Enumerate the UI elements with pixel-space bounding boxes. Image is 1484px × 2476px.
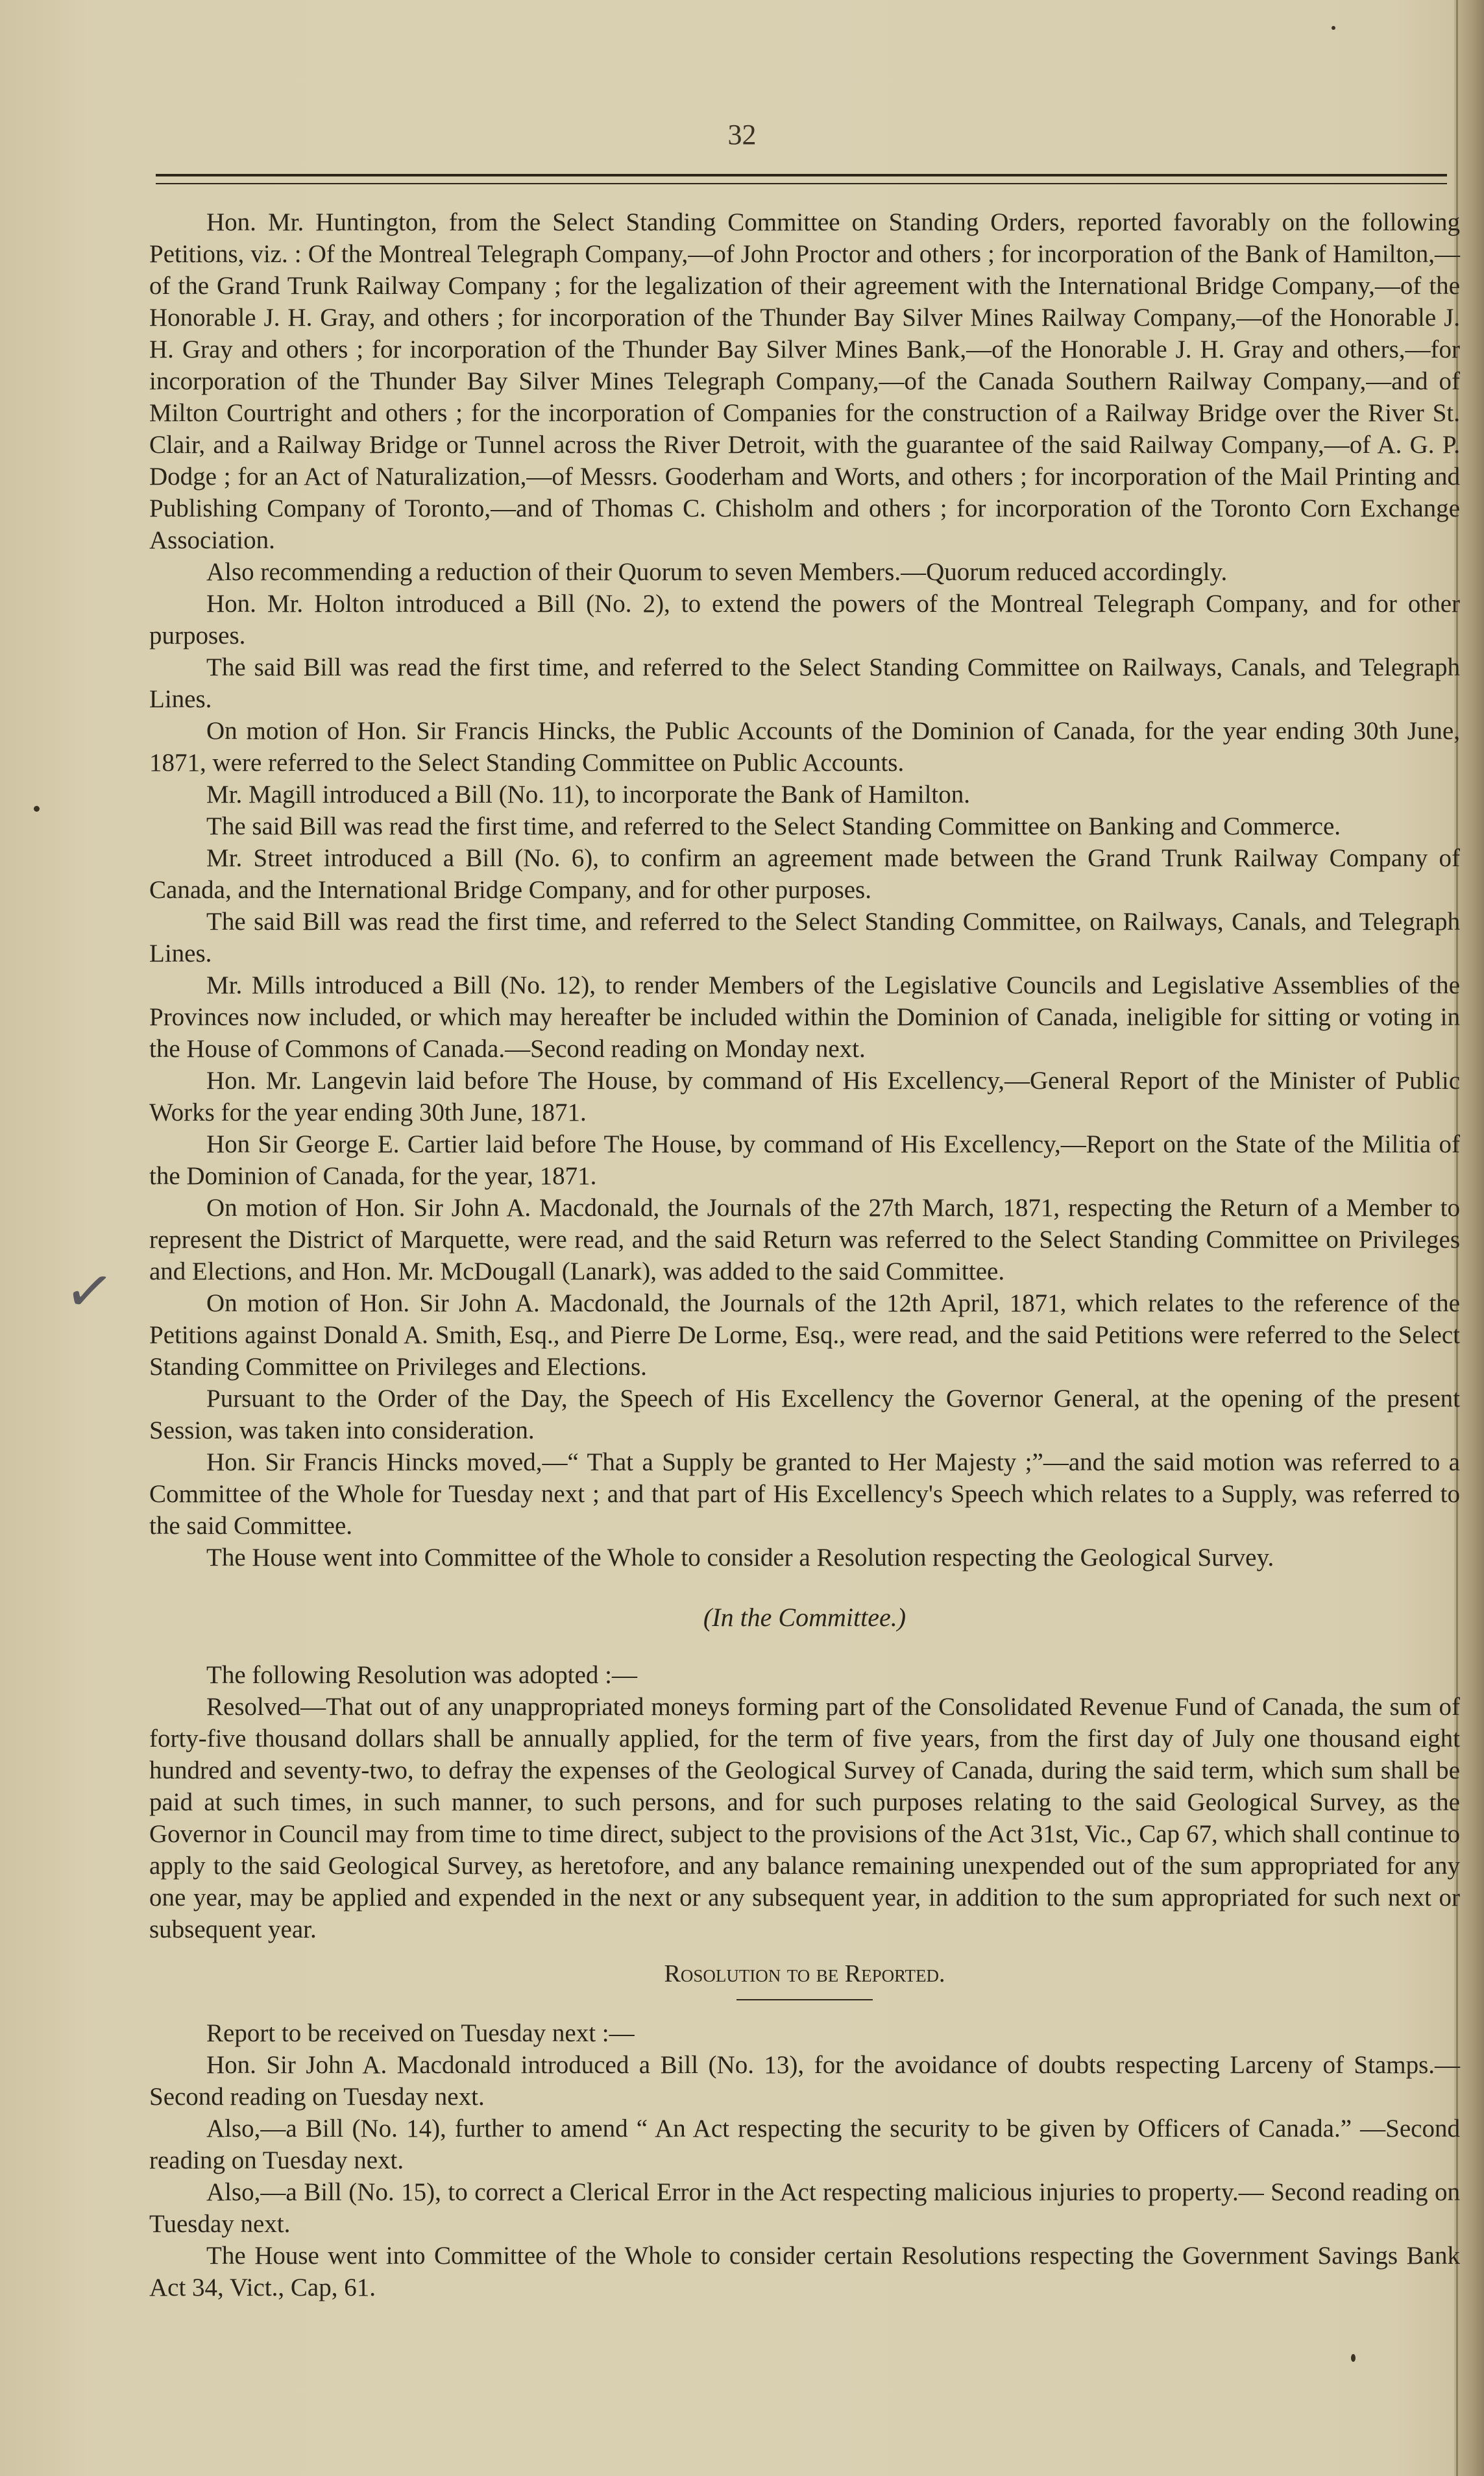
ink-speck [1351, 2354, 1356, 2362]
ink-speck [34, 806, 40, 812]
paragraph-public-accounts: On motion of Hon. Sir Francis Hincks, the Public Accounts of the Dominion of Canada, for the year ending 30th June, 1871, were referred to the Select Standing Committee on Public Accounts. [149, 717, 1460, 777]
margin-check-mark-icon: ✓ [60, 1257, 118, 1328]
paragraph-bill-13: Hon. Sir John A. Macdonald introduced a Bill (No. 13), for the avoidance of doubts respecting Larceny of Stamps.—Second reading on Tuesday next. [149, 2051, 1460, 2111]
journal-text [149, 206, 1460, 2303]
paragraph-bill-2-referral: The said Bill was read the first time, and referred to the Select Standing Committee on Railways, Canals, and Telegraph Lines. [149, 653, 1460, 713]
paragraph-bill-6: Mr. Street introduced a Bill (No. 6), to confirm an agreement made between the Grand Trunk Railway Company of Canada, and the International Bridge Company, and for other purposes. [149, 844, 1460, 904]
paragraph-speech-consideration: Pursuant to the Order of the Day, the Speech of His Excellency the Governor General, at the opening of the present Session, was taken into consideration. [149, 1385, 1460, 1444]
in-committee-heading: (In the Committee.) [703, 1603, 906, 1632]
page-number: 32 [727, 119, 757, 151]
header-rule-thick [156, 174, 1447, 176]
paragraph-quorum: Also recommending a reduction of their Quorum to seven Members.—Quorum reduced accordingly. [206, 558, 1228, 586]
ink-speck [1332, 26, 1335, 30]
paragraph-geological-committee: The House went into Committee of the Whole to consider a Resolution respecting the Geological Survey. [206, 1544, 1274, 1572]
paragraph-militia-report: Hon Sir George E. Cartier laid before The House, by command of His Excellency,—Report on the State of the Militia of the Dominion of Canada, for the year, 1871. [149, 1130, 1460, 1190]
paragraph-bill-15: Also,—a Bill (No. 15), to correct a Clerical Error in the Act respecting malicious injuries to property.— Second reading on Tuesday next. [149, 2178, 1460, 2238]
paragraph-bill-14: Also,—a Bill (No. 14), further to amend “ An Act respecting the security to be given by Officers of Canada.” —Second reading on Tuesday next. [149, 2115, 1460, 2174]
section-divider [736, 1999, 873, 2000]
paragraph-bill-12: Mr. Mills introduced a Bill (No. 12), to render Members of the Legislative Councils and Legislative Assemblies of the Provinces now included, or which may hereafter be included within the Dominion of Canada, ineligible for sitting or voting in the House of Commons of Canada.—Second reading on Monday next. [149, 971, 1460, 1063]
paragraph-supply-motion: Hon. Sir Francis Hincks moved,—“ That a Supply be granted to Her Majesty ;”—and the said motion was referred to a Committee of the Whole for Tuesday next ; and that part of His Excellency's Speech which relates to a Supply, was referred to the said Committee. [149, 1448, 1460, 1540]
paragraph-report-tuesday: Report to be received on Tuesday next :— [206, 2019, 635, 2047]
paragraph-resolution-adopted: The following Resolution was adopted :— [206, 1661, 637, 1689]
header-rule-thin [156, 183, 1447, 184]
paragraph-petitions-referral: On motion of Hon. Sir John A. Macdonald, the Journals of the 12th April, 1871, which relates to the reference of the Petitions against Donald A. Smith, Esq., and Pierre De Lorme, Esq., were read, and the said Petitions were referred to the Select Standing Committee on Privileges and Elections. [149, 1289, 1460, 1381]
paragraph-resolved: Resolved—That out of any unappropriated moneys forming part of the Consolidated Revenue Fund of Canada, the sum of forty-five thousand dollars shall be annually applied, for the term of five years, from the first day of July one thousand eight hundred and seventy-two, to defray the expenses of the Geological Survey of Canada, during the said term, which sum shall be paid at such times, in such manner, to such persons, and for such purposes relating to the said Geological Survey, as the Governor in Council may from time to time direct, subject to the provisions of the Act 31st, Vic., Cap 67, which shall continue to apply to the said Geological Survey, as heretofore, and any balance remaining unexpended out of the sum appropriated for any one year, may be applied and expended in the next or any subsequent year, in addition to the sum appropriated for such next or subsequent year. [149, 1693, 1460, 1943]
paragraph-savings-bank: The House went into Committee of the Whole to consider certain Resolutions respecting the Government Savings Bank Act 34, Vict., Cap, 61. [149, 2242, 1460, 2301]
paragraph-bill-2: Hon. Mr. Holton introduced a Bill (No. 2), to extend the powers of the Montreal Telegraph Company, and for other purposes. [149, 590, 1460, 649]
paragraph-public-works-report: Hon. Mr. Langevin laid before The House, by command of His Excellency,—General Report of the Minister of Public Works for the year ending 30th June, 1871. [149, 1067, 1460, 1126]
paragraph-bill-6-referral: The said Bill was read the first time, and referred to the Select Standing Committee, on Railways, Canals, and Telegraph Lines. [149, 908, 1460, 967]
paragraph-marquette-return: On motion of Hon. Sir John A. Macdonald, the Journals of the 27th March, 1871, respecting the Return of a Member to represent the District of Marquette, were read, and the said Return was referred to the Select Standing Committee on Privileges and Elections, and Hon. Mr. McDougall (Lanark), was added to the said Committee. [149, 1194, 1460, 1285]
paragraph-petitions-report: Hon. Mr. Huntington, from the Select Standing Committee on Standing Orders, reported favorably on the following Petitions, viz. : Of the Montreal Telegraph Company,—of John Proctor and others ; for incorporation of the Bank of Hamilton,—of the Grand Trunk Railway Company ; for the legalization of their agreement with the International Bridge Company,—of the Honorable J. H. Gray, and others ; for incorporation of the Thunder Bay Silver Mines Railway Company,—of the Honorable J. H. Gray and others ; for incorporation of the Thunder Bay Silver Mines Bank,—of the Honorable J. H. Gray and others,—for incorporation of the Thunder Bay Silver Mines Telegraph Company,—of the Canada Southern Railway Company,—and of Milton Courtright and others ; for the incorporation of Companies for the construction of a Railway Bridge over the River St. Clair, and a Railway Bridge or Tunnel across the River Detroit, with the guarantee of the said Railway Company,—of A. G. P. Dodge ; for an Act of Naturalization,—of Messrs. Gooderham and Worts, and others ; for incorporation of the Mail Printing and Publishing Company of Toronto,—and of Thomas C. Chisholm and others ; for incorporation of the Toronto Corn Exchange Association. [149, 208, 1460, 554]
resolution-reported-heading: Rosolution to be Reported. [664, 1960, 945, 1987]
paragraph-bill-11: Mr. Magill introduced a Bill (No. 11), to incorporate the Bank of Hamilton. [206, 781, 970, 808]
paragraph-bill-11-referral: The said Bill was read the first time, and referred to the Select Standing Committee on Banking and Commerce. [206, 812, 1341, 840]
